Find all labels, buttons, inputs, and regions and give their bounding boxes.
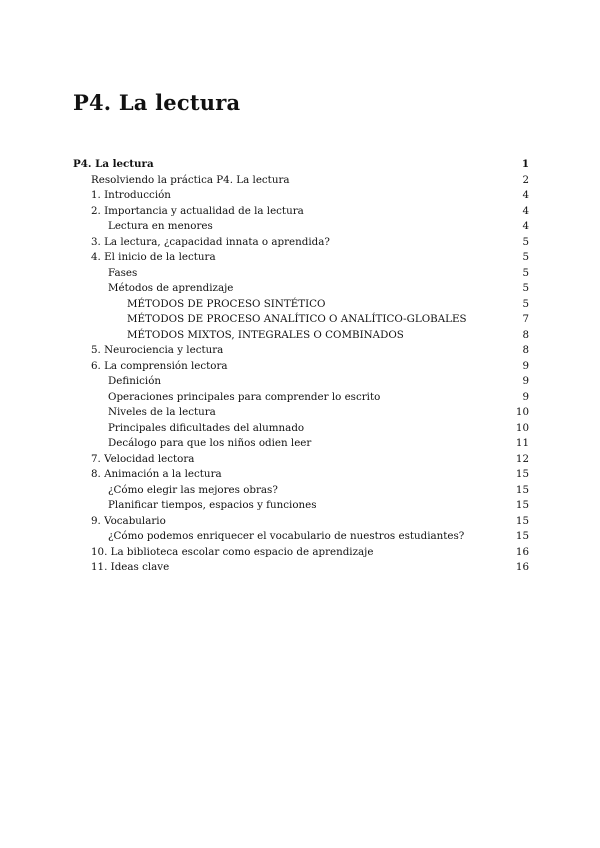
toc-entry[interactable]: [73, 514, 529, 530]
toc-entry[interactable]: [73, 560, 529, 576]
toc-entry[interactable]: [73, 359, 529, 375]
toc-entry-title: Operaciones principales para comprender lo escrito: [108, 390, 381, 403]
toc-entry-page: 15: [515, 483, 529, 496]
toc-entry[interactable]: [73, 188, 529, 204]
toc-entry-page: 9: [522, 390, 529, 403]
toc-entry-title: 11. Ideas clave: [91, 561, 170, 573]
toc-entry-page: 10: [515, 406, 529, 418]
toc-entry-title: 10. La biblioteca escolar como espacio de aprendizaje: [91, 545, 374, 558]
toc-entry-title: 5. Neurociencia y lectura: [91, 344, 224, 356]
toc-entry-title: MÉTODOS DE PROCESO SINTÉTICO: [127, 297, 326, 310]
toc-entry-page: 11: [515, 437, 529, 449]
table-of-contents: [73, 157, 529, 576]
toc-entry-page: 5: [522, 282, 529, 294]
toc-entry[interactable]: [73, 436, 529, 452]
toc-entry-title: MÉTODOS DE PROCESO ANALÍTICO O ANALÍTICO-GLOBALES: [127, 313, 467, 325]
toc-entry-title: Principales dificultades del alumnado: [108, 421, 305, 434]
toc-entry[interactable]: [73, 219, 529, 235]
toc-entry-page: 16: [515, 561, 529, 573]
toc-entry-page: 8: [522, 328, 529, 341]
toc-entry-title: ¿Cómo podemos enriquecer el vocabulario de nuestros estudiantes?: [108, 530, 465, 542]
toc-entry-page: 5: [522, 297, 529, 310]
toc-entry[interactable]: [73, 250, 529, 266]
toc-entry[interactable]: [73, 545, 529, 561]
toc-entry[interactable]: [73, 405, 529, 421]
toc-entry[interactable]: [73, 173, 529, 189]
toc-entry-page: 4: [522, 189, 529, 201]
toc-entry-title: MÉTODOS MIXTOS, INTEGRALES O COMBINADOS: [127, 328, 404, 341]
toc-entry-title: 8. Animación a la lectura: [91, 468, 222, 480]
toc-entry-page: 15: [515, 514, 529, 527]
toc-entry-title: 7. Velocidad lectora: [91, 452, 195, 465]
toc-entry-title: Niveles de la lectura: [108, 406, 216, 418]
toc-entry-title: ¿Cómo elegir las mejores obras?: [108, 483, 278, 496]
toc-entry[interactable]: [73, 390, 529, 406]
page-title: P4. La lectura: [73, 90, 241, 115]
toc-entry[interactable]: [73, 235, 529, 251]
toc-entry[interactable]: [73, 421, 529, 437]
toc-entry-page: 7: [522, 313, 529, 325]
toc-entry[interactable]: [73, 297, 529, 313]
toc-entry-page: 9: [522, 375, 529, 387]
toc-entry-page: 15: [515, 530, 529, 542]
toc-entry-title: 2. Importancia y actualidad de la lectura: [91, 204, 304, 217]
toc-entry-page: 15: [515, 499, 529, 511]
toc-entry-title: Métodos de aprendizaje: [108, 282, 234, 294]
toc-entry[interactable]: [73, 483, 529, 499]
toc-entry-title: 9. Vocabulario: [91, 514, 166, 527]
toc-entry-title: 3. La lectura, ¿capacidad innata o aprendida?: [91, 235, 330, 248]
toc-entry[interactable]: [73, 204, 529, 220]
toc-entry-page: 5: [522, 251, 529, 263]
toc-entry-title: 1. Introducción: [91, 189, 171, 201]
toc-entry-page: 5: [522, 266, 529, 279]
toc-entry-title: P4. La lectura: [73, 158, 154, 170]
toc-entry[interactable]: [73, 467, 529, 483]
toc-entry[interactable]: [73, 266, 529, 282]
toc-entry-title: Planificar tiempos, espacios y funciones: [108, 499, 317, 511]
toc-entry-page: 8: [522, 344, 529, 356]
toc-entry[interactable]: [73, 343, 529, 359]
toc-entry-page: 10: [515, 421, 529, 434]
toc-entry[interactable]: [73, 498, 529, 514]
toc-entry-page: 9: [522, 359, 529, 372]
toc-entry-title: 4. El inicio de la lectura: [91, 251, 216, 263]
toc-entry-page: 2: [522, 173, 529, 186]
toc-entry-page: 4: [522, 204, 529, 217]
toc-entry-page: 1: [521, 158, 529, 170]
toc-entry-page: 16: [515, 545, 529, 558]
toc-entry-title: 6. La comprensión lectora: [91, 359, 228, 372]
toc-entry[interactable]: [73, 529, 529, 545]
toc-entry-page: 12: [515, 452, 529, 465]
toc-entry[interactable]: [73, 157, 529, 173]
toc-entry-page: 5: [522, 235, 529, 248]
toc-entry-page: 15: [515, 468, 529, 480]
toc-entry[interactable]: [73, 374, 529, 390]
toc-entry-title: Decálogo para que los niños odien leer: [108, 437, 312, 449]
toc-entry-title: Lectura en menores: [108, 220, 213, 232]
toc-entry[interactable]: [73, 328, 529, 344]
toc-entry[interactable]: [73, 281, 529, 297]
toc-entry[interactable]: [73, 452, 529, 468]
toc-entry-page: 4: [522, 220, 529, 232]
toc-entry-title: Fases: [108, 266, 138, 279]
toc-entry-title: Resolviendo la práctica P4. La lectura: [91, 173, 290, 186]
toc-entry[interactable]: [73, 312, 529, 328]
toc-entry-title: Definición: [108, 375, 162, 387]
